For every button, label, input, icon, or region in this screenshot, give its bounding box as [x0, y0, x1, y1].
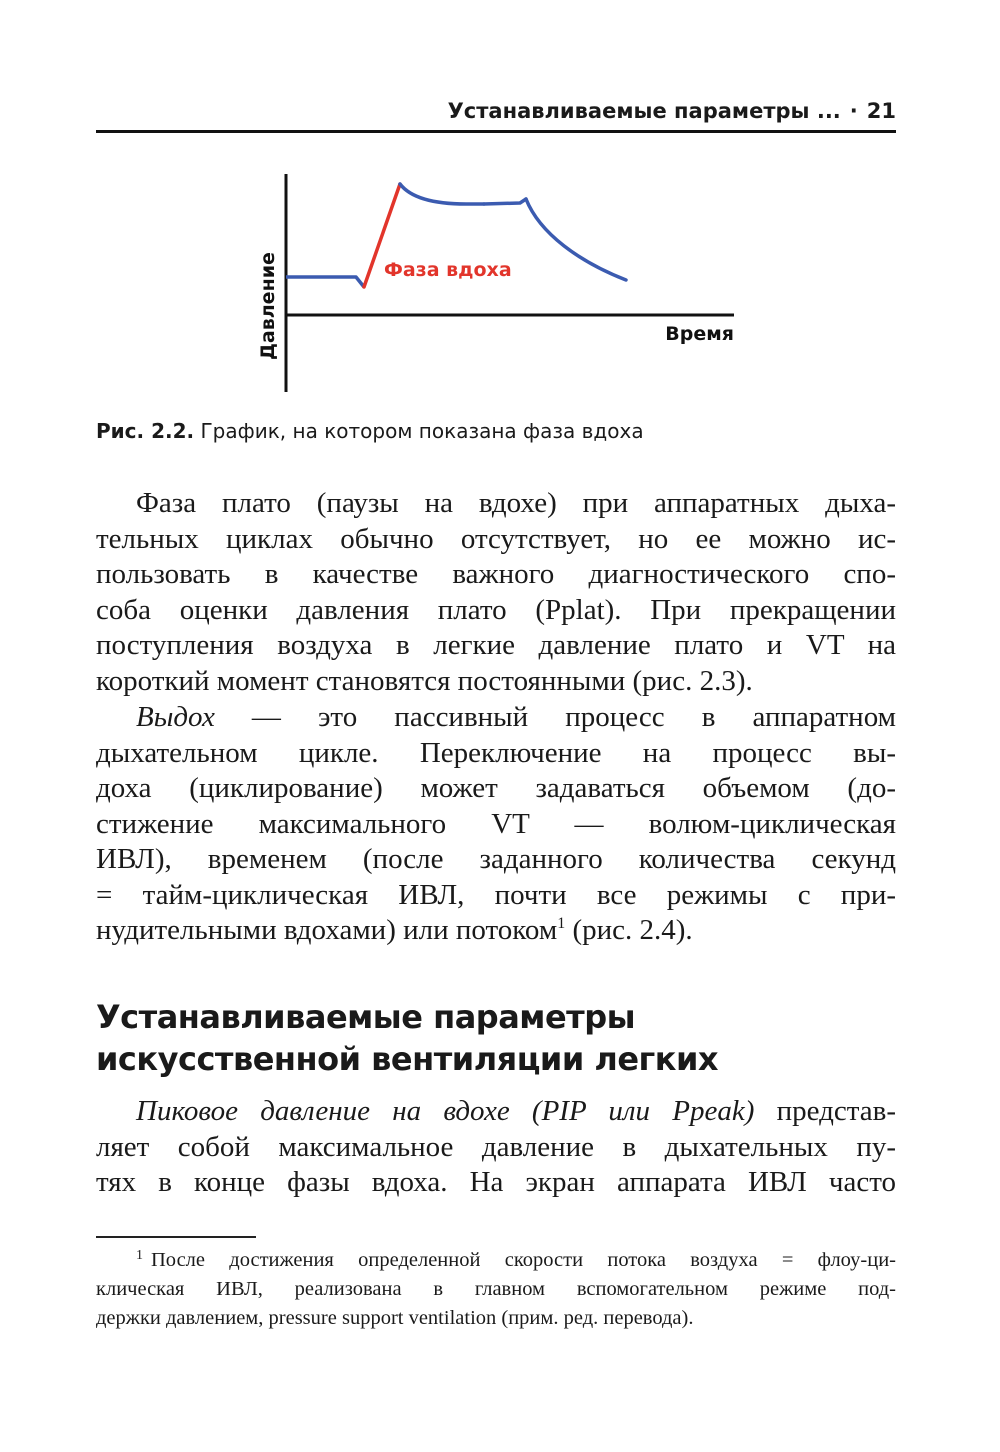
text-line: тельных циклах обычно отсутствует, но ее можно ис- — [96, 522, 896, 555]
footnote-mark: 1 — [136, 1248, 143, 1263]
footnote — [96, 1246, 896, 1333]
text-line: поступления воздуха в легкие давление плато и VT на — [96, 629, 896, 661]
running-title: Устанавливаемые параметры ... — [447, 99, 841, 123]
figure-inspiration-phase — [240, 168, 760, 400]
plateau-curve-start — [400, 184, 484, 204]
term-expiration: Выдох — [136, 701, 215, 733]
term-peak-pressure: Пиковое давление на вдохе (PIP или Ppeak) — [136, 1095, 755, 1127]
paragraph-peak-pressure — [96, 1094, 896, 1201]
text-fragment: — это пассивный процесс в аппаратном — [214, 701, 896, 733]
pressure-time-diagram — [240, 168, 760, 400]
figure-caption-text: График, на котором показана фаза вдоха — [200, 419, 644, 443]
page-number: 21 — [866, 99, 896, 123]
text-line: пользовать в качестве важного диагностического спо- — [96, 558, 896, 590]
text-line: держки давлением, pressure support ventilation (прим. ред. перевода). — [96, 1307, 694, 1329]
figure-number: Рис. 2.2. — [96, 419, 195, 443]
plateau-curve — [484, 199, 526, 204]
inspiration-phase-label: Фаза вдоха — [384, 259, 512, 281]
text-fragment: (рис. 2.4). — [565, 914, 693, 946]
header-separator: · — [849, 99, 858, 123]
text-fragment: представ- — [754, 1095, 896, 1127]
footnote-reference[interactable]: 1 — [557, 915, 566, 932]
text-line: дыхательном цикле. Переключение на процесс вы- — [96, 736, 896, 769]
section-heading-line: искусственной вентиляции легких — [96, 1040, 719, 1078]
figure-caption — [96, 416, 916, 446]
text-line: соба оценки давления плато (Pplat). При прекращении — [96, 593, 896, 626]
text-line — [96, 913, 896, 949]
text-line: клическая ИВЛ, реализована в главном вспомогательном режиме под- — [96, 1278, 896, 1300]
text-line — [96, 700, 896, 736]
text-line — [96, 1094, 896, 1130]
text-fragment: нудительными вдохами) или потоком — [96, 914, 558, 946]
expiration-decay-curve — [526, 199, 626, 280]
text-line: ИВЛ), временем (после заданного количества секунд — [96, 843, 896, 875]
paragraph-expiration — [96, 700, 896, 949]
footnote-divider — [96, 1236, 256, 1238]
text-line — [96, 1246, 896, 1275]
text-line: Фаза плато (паузы на вдохе) при аппаратных дыха- — [136, 487, 896, 519]
text-line: = тайм-циклическая ИВЛ, почти все режимы с при- — [96, 878, 896, 911]
section-heading — [96, 996, 916, 1080]
text-line: стижение максимального VT — волюм-циклическая — [96, 807, 896, 840]
paragraph-plateau-phase — [96, 486, 896, 699]
section-heading-line: Устанавливаемые параметры — [96, 998, 636, 1036]
text-fragment: После достижения определенной скорости потока воздуха = флоу-ци- — [151, 1249, 896, 1271]
running-header — [96, 92, 896, 133]
baseline-pressure-curve — [286, 277, 364, 287]
text-line: ляет собой максимальное давление в дыхательных пу- — [96, 1130, 896, 1163]
text-line: доха (циклирование) может задаваться объемом (до- — [96, 772, 896, 804]
y-axis-label: Давление — [257, 252, 279, 360]
x-axis-label: Время — [665, 323, 734, 345]
text-line: тях в конце фазы вдоха. На экран аппарата ИВЛ часто — [96, 1166, 896, 1198]
text-line: короткий момент становятся постоянными (рис. 2.3). — [96, 664, 753, 697]
